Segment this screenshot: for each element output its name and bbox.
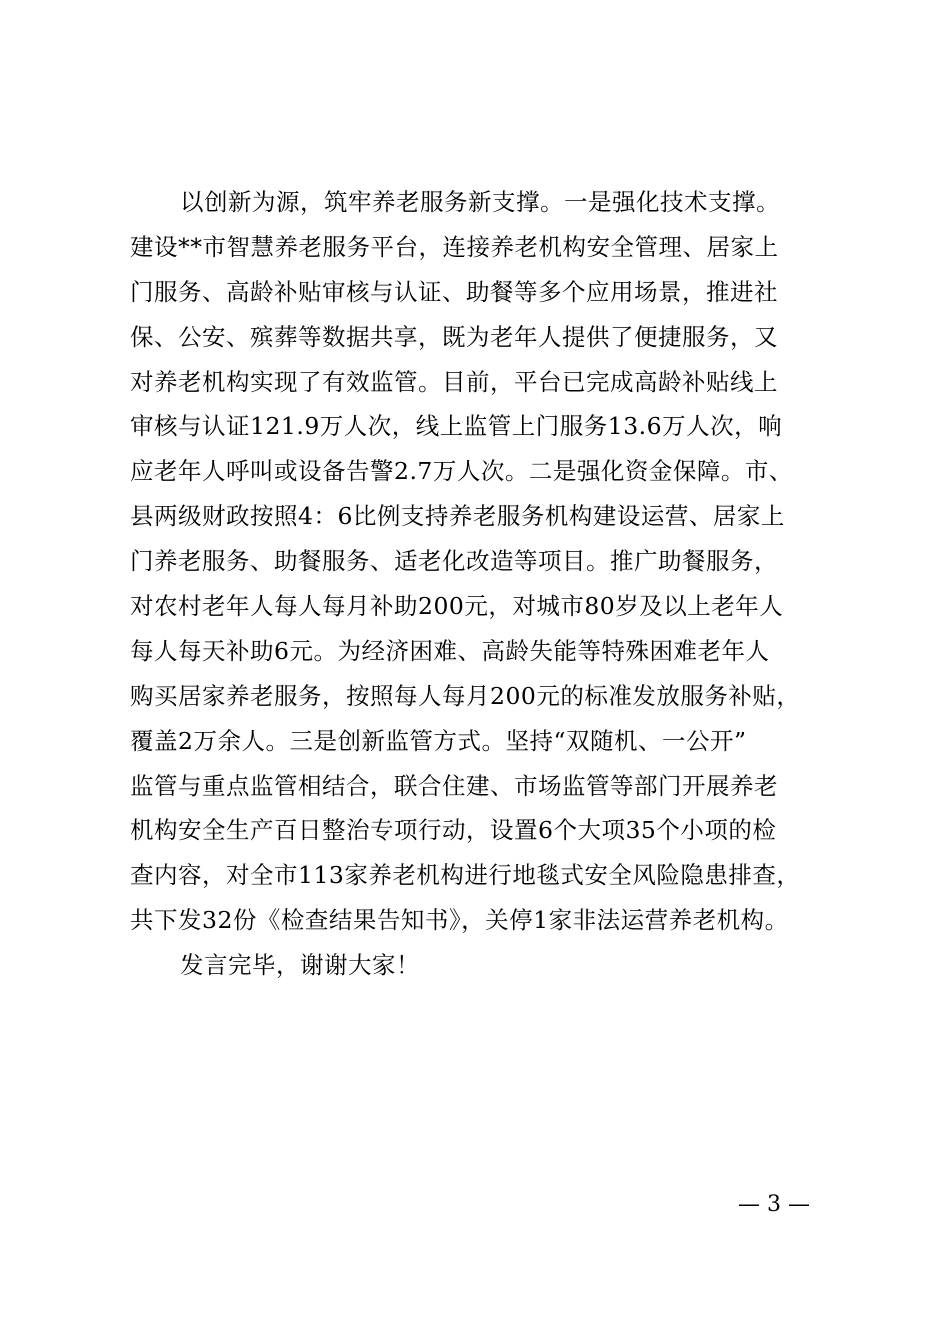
paragraph-line: 门养老服务、助餐服务、适老化改造等项目。推广助餐服务， <box>130 547 778 576</box>
paragraph-line: 应老年人呼叫或设备告警2.7万人次。二是强化资金保障。市、 <box>130 457 793 486</box>
paragraph-line: 建设**市智慧养老服务平台，连接养老机构安全管理、居家上 <box>130 232 779 261</box>
paragraph-line: 监管与重点监管相结合，联合住建、市场监管等部门开展养老 <box>130 771 778 800</box>
paragraph-line: 以创新为源，筑牢养老服务新支撑。一是强化技术支撑。 <box>180 188 780 216</box>
paragraph-line: 共下发32份《检查结果告知书》，关停1家非法运营养老机构。 <box>130 906 789 935</box>
page-number: — 3 — <box>738 1192 810 1217</box>
paragraph-line: 对农村老年人每人每月补助200元，对城市80岁及以上老年人 <box>130 592 784 621</box>
body-text <box>130 180 830 988</box>
paragraph-line: 保、公安、殡葬等数据共享，既为老年人提供了便捷服务，又 <box>130 322 778 351</box>
paragraph-line: 县两级财政按照4：6比例支持养老服务机构建设运营、居家上 <box>130 502 785 531</box>
paragraph-line: 查内容，对全市113家养老机构进行地毯式安全风险隐患排查， <box>130 861 801 890</box>
paragraph-line: 覆盖2万余人。三是创新监管方式。坚持“双随机、一公开” <box>130 726 747 755</box>
paragraph-line: 每人每天补助6元。为经济困难、高龄失能等特殊困难老年人 <box>130 636 770 665</box>
closing-line: 发言完毕，谢谢大家！ <box>180 951 420 980</box>
paragraph-line: 审核与认证121.9万人次，线上监管上门服务13.6万人次，响 <box>130 412 783 441</box>
paragraph-line: 对养老机构实现了有效监管。目前，平台已完成高龄补贴线上 <box>130 367 778 396</box>
paragraph-line: 门服务、高龄补贴审核与认证、助餐等多个应用场景，推进社 <box>130 277 778 306</box>
paragraph-line: 购买居家养老服务，按照每人每月200元的标准发放服务补贴， <box>130 681 801 710</box>
paragraph-line: 机构安全生产百日整治专项行动，设置6个大项35个小项的检 <box>130 816 777 845</box>
